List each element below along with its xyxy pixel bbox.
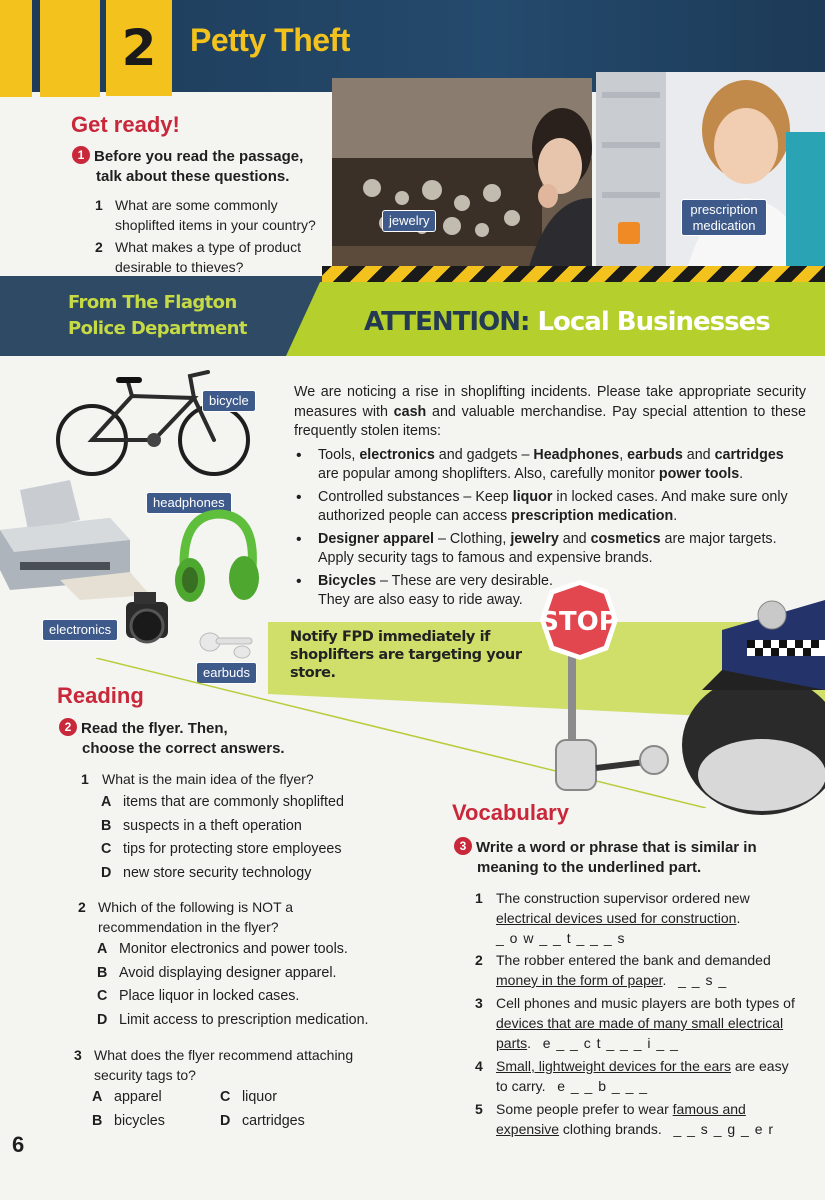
unit-title: Petty Theft	[190, 22, 350, 58]
header-stripe	[40, 0, 100, 97]
bicycle-illustration	[54, 362, 254, 485]
question-number: 2	[95, 239, 103, 255]
option-letter: D	[220, 1112, 231, 1129]
vocabulary-title: Vocabulary	[452, 800, 569, 825]
option-text: cartridges	[242, 1112, 305, 1129]
question-line: What does the flyer recommend attaching	[94, 1047, 354, 1063]
medication-tag-line: medication	[692, 217, 756, 233]
question-line: What makes a type of product	[115, 239, 301, 255]
question-number: 2	[78, 899, 86, 915]
keyword: Bicycles	[318, 572, 377, 589]
unit-number: 2	[106, 0, 172, 96]
instruction-line: talk about these questions.	[96, 168, 290, 185]
option-letter: D	[97, 1011, 108, 1028]
answer-option[interactable]	[92, 1110, 220, 1134]
option-text: Monitor electronics and power tools.	[119, 941, 348, 957]
option-text: tips for protecting store employees	[123, 841, 342, 857]
electronics-label: electronics	[42, 619, 118, 641]
question-number: 3	[74, 1047, 82, 1063]
text: and	[682, 446, 715, 463]
answer-blank[interactable]: _ _ s _ g _ e r	[673, 1121, 775, 1137]
answer-blank[interactable]: _ o w _ _ t _ _ _ s	[496, 930, 626, 946]
underlined-phrase: money in the form of paper	[496, 972, 663, 988]
bicycle-label: bicycle	[202, 390, 256, 412]
reading-instruction	[59, 718, 285, 759]
option-text: apparel	[114, 1089, 162, 1105]
jewelry-tag: jewelry	[382, 210, 436, 232]
answer-option[interactable]	[101, 791, 401, 815]
answer-blank[interactable]: e _ _ b _ _ _	[557, 1078, 649, 1094]
item-text: clothing brands.	[559, 1121, 662, 1137]
item-text: .	[527, 1035, 532, 1051]
answer-options	[92, 1086, 352, 1133]
answer-option[interactable]	[92, 1086, 220, 1110]
attention-word: ATTENTION:	[364, 307, 530, 337]
discussion-question	[95, 195, 335, 235]
attention-heading	[364, 307, 770, 337]
instruction-line: Write a word or phrase that is similar in	[476, 839, 757, 856]
text: .	[673, 508, 678, 524]
answer-options	[97, 938, 407, 1032]
text: and valuable merchandise. Pay special attention to these frequently stolen items:	[294, 403, 806, 439]
page-number: 6	[12, 1132, 25, 1157]
text: are major targets. Apply security tags to famous and expensive brands.	[318, 530, 777, 566]
answer-option[interactable]	[101, 838, 401, 862]
task-number-badge: 2	[59, 718, 77, 736]
text: We are noticing a rise in shoplifting incidents. Please take appropriate security measures with	[294, 384, 806, 420]
underlined-phrase: electrical devices used for construction	[496, 910, 737, 926]
item-text: Cell phones and music players are both types of	[496, 995, 795, 1011]
option-text: items that are commonly shoplifted	[123, 794, 344, 810]
keyword: liquor	[512, 488, 553, 505]
item-number: 5	[475, 1101, 483, 1117]
keyword: jewelry	[510, 530, 559, 547]
headphones-illustration	[172, 508, 262, 613]
item-text: The robber entered the bank and demanded	[496, 952, 771, 968]
keyword: earbuds	[627, 446, 683, 463]
keyword: Designer apparel	[318, 530, 435, 547]
option-letter: C	[101, 841, 112, 857]
underlined-phrase: devices that are made of many small electrical parts	[496, 1015, 784, 1051]
from-line: From The Flagton	[68, 292, 237, 313]
item-number: 2	[475, 952, 483, 968]
option-letter: B	[97, 964, 108, 981]
answer-option[interactable]	[220, 1086, 352, 1110]
keyword: cosmetics	[590, 530, 661, 547]
stop-sign-text: STOP	[540, 607, 618, 637]
text: ,	[619, 446, 628, 463]
from-line: Police Department	[68, 318, 247, 339]
underlined-phrase: famous and expensive	[496, 1101, 746, 1137]
question-text: What is the main idea of the flyer?	[102, 771, 314, 787]
option-letter: A	[92, 1089, 103, 1105]
question-line: recommendation in the flyer?	[98, 919, 279, 935]
vocabulary-instruction	[454, 837, 794, 878]
list-item	[294, 488, 806, 527]
keyword: cash	[393, 403, 427, 420]
vocab-item	[475, 993, 795, 1053]
option-letter: C	[220, 1089, 231, 1105]
question-line: security tags to?	[94, 1067, 196, 1083]
answer-option[interactable]	[220, 1110, 352, 1134]
text: are popular among shoplifters. Also, carefully monitor	[318, 466, 659, 482]
keyword: cartridges	[714, 446, 784, 463]
vocab-item	[475, 1099, 795, 1139]
keyword: power tools	[658, 466, 740, 482]
get-ready-title: Get ready!	[71, 112, 180, 137]
task-number-badge: 1	[72, 146, 90, 164]
underlined-phrase: Small, lightweight devices for the ears	[496, 1058, 731, 1074]
item-text: .	[736, 910, 741, 926]
item-number: 4	[475, 1058, 483, 1074]
earbuds-label: earbuds	[196, 662, 257, 684]
item-text: The construction supervisor ordered new	[496, 890, 750, 906]
text: – Clothing,	[434, 530, 511, 547]
discussion-question	[95, 237, 335, 277]
reading-question	[74, 1045, 404, 1085]
answer-option[interactable]	[97, 1009, 407, 1033]
vocab-item	[475, 950, 795, 990]
medication-tag-line: prescription	[690, 202, 758, 217]
text: and gadgets –	[434, 446, 534, 463]
item-text: .	[662, 972, 667, 988]
medication-photo	[596, 72, 825, 272]
item-text: are easy to carry.	[496, 1058, 789, 1094]
answer-option[interactable]	[97, 985, 407, 1009]
medication-tag	[681, 199, 767, 236]
option-text: new store security technology	[123, 864, 312, 881]
answer-option[interactable]	[101, 862, 401, 886]
option-text: liquor	[242, 1089, 277, 1105]
header-stripe	[0, 0, 32, 97]
keyword: electronics	[359, 446, 435, 463]
option-text: Place liquor in locked cases.	[119, 988, 300, 1004]
text: .	[739, 466, 744, 482]
instruction-line: meaning to the underlined part.	[477, 859, 702, 876]
option-text: Limit access to prescription medication.	[119, 1011, 369, 1028]
text: Tools,	[318, 446, 360, 463]
question-line: desirable to thieves?	[115, 259, 244, 275]
camera-illustration	[120, 586, 180, 661]
vocab-item	[475, 888, 795, 948]
option-text: suspects in a theft operation	[123, 817, 302, 834]
notify-line: shoplifters are targeting your	[290, 647, 522, 663]
notify-line: store.	[290, 665, 336, 681]
flyer-intro	[294, 383, 806, 442]
hazard-tape	[322, 266, 825, 282]
robot-police-illustration	[522, 560, 825, 825]
text: Controlled substances – Keep	[318, 488, 513, 505]
text: and	[558, 530, 591, 547]
get-ready-instruction	[72, 146, 332, 187]
instruction-line: Read the flyer. Then,	[81, 720, 228, 737]
headphones-label: headphones	[146, 492, 232, 514]
option-letter: B	[92, 1112, 103, 1129]
option-text: bicycles	[114, 1112, 165, 1129]
answer-blank[interactable]: _ _ s _	[678, 972, 728, 988]
keyword: Headphones	[533, 446, 620, 463]
option-text: Avoid displaying designer apparel.	[119, 964, 337, 981]
jewelry-photo	[332, 78, 592, 274]
question-line: What are some commonly	[115, 197, 278, 213]
question-line: Which of the following is NOT a	[98, 899, 294, 915]
answer-option[interactable]	[97, 962, 407, 986]
answer-option[interactable]	[97, 938, 407, 962]
reading-question	[78, 897, 398, 937]
item-text: Some people prefer to wear	[496, 1101, 673, 1117]
question-line: shoplifted items in your country?	[115, 217, 316, 233]
question-number: 1	[81, 771, 89, 787]
text: in locked cases. And make sure only authorized people can access	[318, 488, 788, 524]
reading-question	[81, 769, 401, 789]
vocab-item	[475, 1056, 795, 1096]
text: – These are very desirable.	[376, 572, 553, 589]
notify-line: Notify FPD immediately if	[290, 629, 491, 645]
reading-title: Reading	[57, 683, 144, 708]
item-number: 1	[475, 890, 483, 906]
option-letter: A	[101, 794, 112, 810]
from-police-department	[68, 290, 247, 342]
list-item	[294, 446, 806, 485]
answer-blank[interactable]: e _ _ c t _ _ _ i _ _	[542, 1035, 679, 1051]
answer-options	[101, 791, 401, 885]
option-letter: A	[97, 941, 108, 957]
item-number: 3	[475, 995, 483, 1011]
task-number-badge: 3	[454, 837, 472, 855]
attention-subject: Local Businesses	[537, 307, 770, 337]
answer-option[interactable]	[101, 815, 401, 839]
question-number: 1	[95, 197, 103, 213]
option-letter: C	[97, 988, 108, 1004]
text: They are also easy to ride away.	[318, 592, 523, 608]
instruction-line: choose the correct answers.	[82, 740, 285, 757]
option-letter: B	[101, 817, 112, 834]
option-letter: D	[101, 864, 112, 881]
instruction-line: Before you read the passage,	[94, 148, 304, 165]
keyword: prescription medication	[511, 508, 674, 524]
